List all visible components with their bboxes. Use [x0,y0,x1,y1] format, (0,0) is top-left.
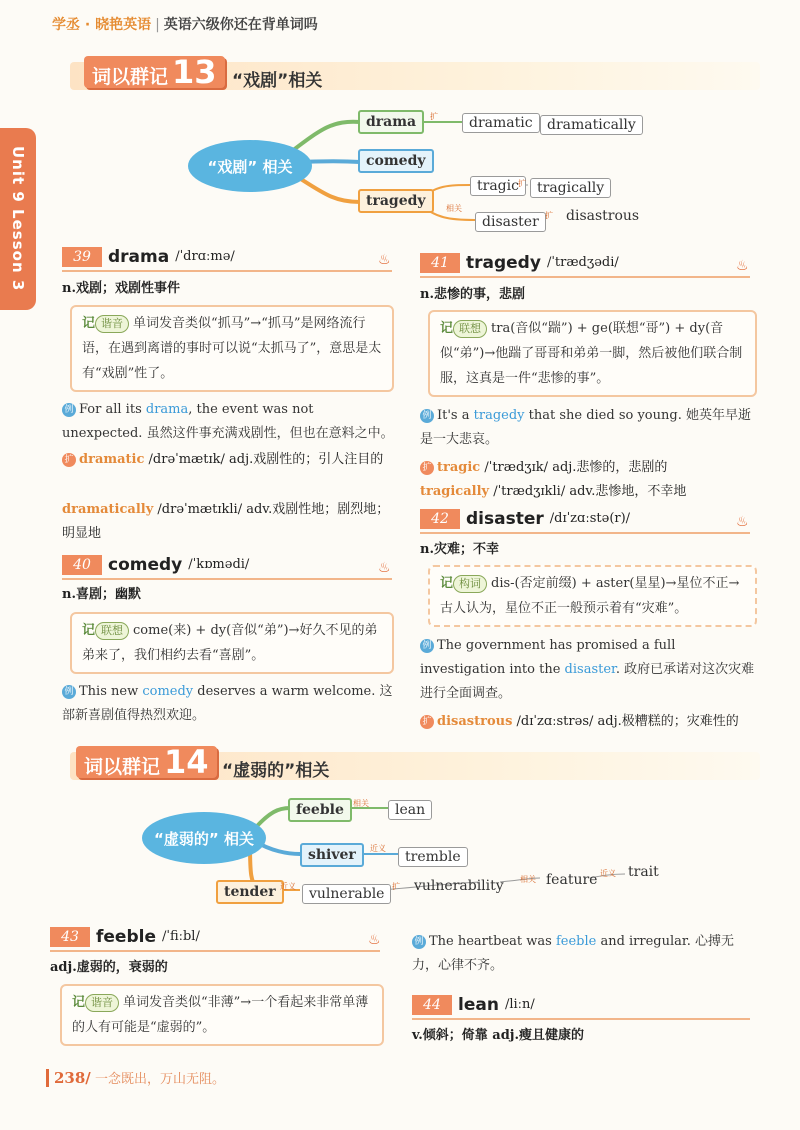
word-41-ext1: 扩 tragic /ˈtrædʒɪk/ adj.悲惨的，悲剧的 [420,456,755,480]
rel-synonym: 近义 [600,869,616,878]
example-keyword: tragedy [473,408,525,423]
flame-icon: ♨ [736,258,749,274]
flame-icon: ♨ [736,514,749,530]
word-39-ext1: 扩 dramatic /drəˈmætɪk/ adj.戏剧性的；引人注目的 [62,448,397,472]
rel-synonym: 近义 [280,882,296,891]
rel-related: 相关 [520,875,536,884]
word-43-example: 例 The heartbeat was feeble and irregular. 心搏无力，心律不齐。 [412,934,734,973]
leaf-vulnerability: vulnerability [414,878,504,894]
group-13-label: 词以群记 13 [84,56,225,88]
rel-ext: 扩 [518,179,526,188]
example-keyword: drama [145,402,189,417]
group-13-title: “戏剧”相关 [232,71,323,91]
word-42-ext1: 扩 disastrous /dɪˈzɑːstrəs/ adj.极糟糕的；灾难性的 [420,710,755,734]
page-footer [46,1068,225,1087]
word-43-head: 43 feeble /ˈfiːbl/ [50,926,380,952]
example-keyword: disaster [564,662,616,677]
leaf-lean: lean [388,800,432,820]
page-number: 238/ [46,1069,91,1087]
leaf-trait: trait [628,864,659,880]
mindmap-14-center: “虚弱的” 相关 [142,812,266,864]
word-39-example: 例 For all its drama, the event was not unexpected. 虽然这件事充满戏剧性，但也在意料之中。 [62,402,394,441]
word-43-pos: adj.虚弱的，衰弱的 [50,960,168,975]
flame-icon: ♨ [368,932,381,948]
page-header: 学丞 · 晓艳英语 | 英语六级你还在背单词吗 [52,17,318,33]
word-42-head: 42 disaster /dɪˈzɑːstə(r)/ [420,508,750,534]
leaf-dramatic: dramatic [462,113,540,133]
word-40-head: 40 comedy /ˈkɒmədi/ [62,554,392,580]
rel-ext: 扩 [392,882,400,891]
leaf-tragically: tragically [530,178,611,198]
word-43-memo: 记 谐音 单词发音类似“非薄”→一个看起来非常单薄的人有可能是“虚弱的”。 [60,984,384,1046]
word-44-head: 44 lean /liːn/ [412,994,750,1020]
word-39-ext2: dramatically /drəˈmætɪkli/ adv.戏剧性地；剧烈地；明显地 [62,502,390,541]
word-41-example: 例 It's a tragedy that she died so young. 她英年早逝是一大悲哀。 [420,408,751,447]
brand: 学丞 · 晓艳英语 [52,17,152,33]
word-40-memo: 记 联想 come(来) + dy(音似“弟”)→好久不见的弟弟来了，我们相约去看“喜剧”。 [70,612,394,674]
leaf-tremble: tremble [398,847,468,867]
mindmap-13-center: “戏剧” 相关 [188,140,312,192]
leaf-vulnerable: vulnerable [302,884,391,904]
leaf-feature: feature [546,872,598,888]
word-41-head: 41 tragedy /ˈtrædʒədi/ [420,252,750,278]
rel-ext: 扩 [430,112,438,121]
example-keyword: comedy [142,684,194,699]
word-42-example: 例 The government has promised a full investigation into the disaster. 政府已承诺对这次灾难进行全面调查。 [420,638,755,701]
rel-synonym: 近义 [370,844,386,853]
word-42-pos: n.灾难；不幸 [420,542,499,557]
rel-related: 相关 [446,204,462,213]
example-keyword: feeble [555,934,597,949]
word-39-head: 39 drama /ˈdrɑːmə/ [62,246,392,272]
node-tragedy: tragedy [358,189,434,213]
word-41-pos: n.悲惨的事，悲剧 [420,287,525,302]
word-41-ext2: tragically /ˈtrædʒɪkli/ adv.悲惨地，不幸地 [420,484,687,499]
footer-motto: 一念既出，万山无阻。 [94,1072,225,1087]
rel-related: 相关 [353,799,369,808]
leaf-dramatically: dramatically [540,115,643,135]
flame-icon: ♨ [378,560,391,576]
leaf-disaster: disaster [475,212,546,232]
word-42-memo: 记 构词 dis-(否定前缀) + aster(星星)→星位不正→古人认为，星位不正一般预示着有“灾难”。 [428,565,757,627]
word-39-memo: 记 谐音 单词发音类似“抓马”→“抓马”是网络流行语，在遇到离谱的事时可以说“太抓马了”，意思是太有“戏剧”性了。 [70,305,394,392]
node-tender: tender [216,880,284,904]
flame-icon: ♨ [378,252,391,268]
node-feeble: feeble [288,798,352,822]
unit-side-tab: Unit 9 Lesson 3 [0,128,36,310]
node-drama: drama [358,110,424,134]
word-39-pos: n.戏剧；戏剧性事件 [62,281,180,296]
rel-ext: 扩 [545,211,553,220]
word-41-memo: 记 联想 tra(音似“踹”) + ge(联想“哥”) + dy(音似“弟”)→他踹了哥哥和弟弟一脚，然后被他们联合制服，这真是一件“悲惨的事”。 [428,310,757,397]
group-14-label: 词以群记 14 [76,746,217,778]
group-14-title: “虚弱的”相关 [222,761,330,781]
word-44-pos: v.倾斜；倚靠 adj.瘦且健康的 [412,1028,585,1043]
node-comedy: comedy [358,149,434,173]
word-40-pos: n.喜剧；幽默 [62,587,141,602]
node-shiver: shiver [300,843,364,867]
book-title: 英语六级你还在背单词吗 [163,17,318,33]
leaf-tragic: tragic [470,176,526,196]
word-40-example: 例 This new comedy deserves a warm welcome. 这部新喜剧值得热烈欢迎。 [62,684,393,723]
leaf-disastrous: disastrous [566,208,640,224]
